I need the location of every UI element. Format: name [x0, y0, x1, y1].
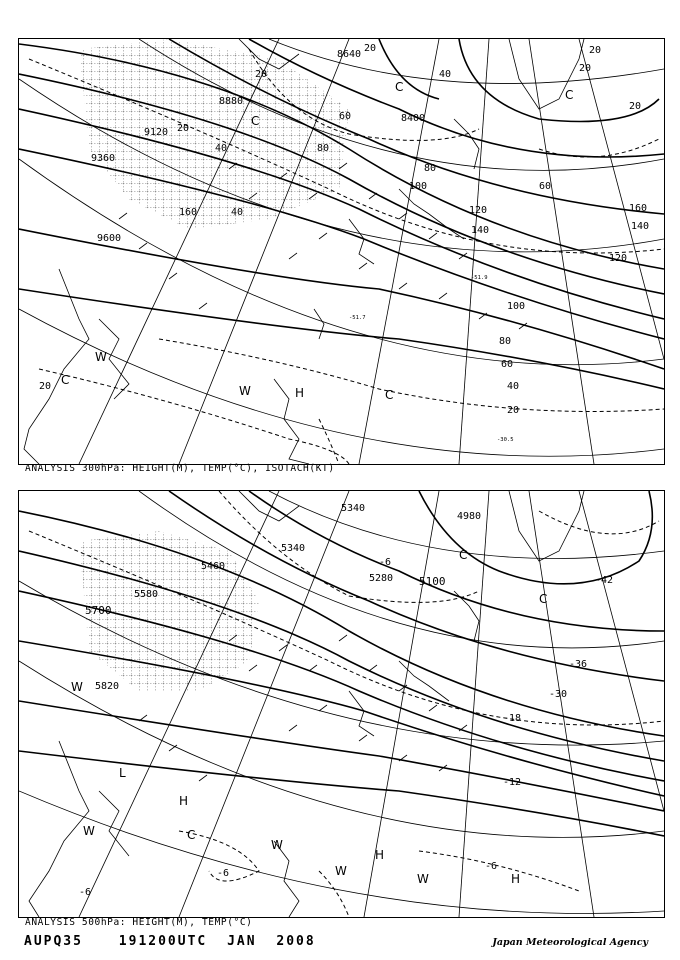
- isotach-label: 20: [589, 45, 602, 56]
- height-label: 5280: [369, 573, 394, 584]
- temp-label: -6: [485, 861, 498, 872]
- height-label: 8880: [219, 96, 244, 107]
- warm-center-mark: W: [417, 872, 429, 886]
- height-label: 8640: [337, 49, 362, 60]
- height-label: 5340: [341, 503, 366, 514]
- isotach-label: 20: [39, 381, 52, 392]
- temp-label: -12: [503, 777, 522, 788]
- high-center-mark: H: [375, 848, 385, 862]
- isotach-label: 40: [231, 207, 244, 218]
- cold-center-mark: C: [385, 388, 394, 402]
- high-center-mark: H: [511, 872, 521, 886]
- isotach-label: 60: [539, 181, 552, 192]
- agency-credit: Japan Meteorological Agency: [492, 937, 648, 948]
- warm-center-mark: W: [83, 824, 95, 838]
- temp-label: -51.7: [349, 315, 366, 321]
- isotach-label: 160: [629, 203, 648, 214]
- isotach-label: 20: [629, 101, 642, 112]
- cold-center-mark: C: [187, 828, 196, 842]
- warm-center-mark: W: [95, 350, 107, 364]
- valid-month: JAN: [227, 934, 257, 949]
- height-label: 5580: [134, 589, 159, 600]
- high-center-mark: H: [179, 794, 189, 808]
- isotach-label: 20: [579, 63, 592, 74]
- temp-label: -18: [503, 713, 522, 724]
- height-label: 5100: [419, 575, 446, 588]
- warm-center-mark: W: [71, 680, 83, 694]
- isotach-label: 100: [409, 181, 428, 192]
- temp-label: -6: [79, 887, 92, 898]
- caption-300hpa: ANALYSIS 300hPa: HEIGHT(M), TEMP(°C), ISOTACH(KT): [25, 463, 335, 474]
- isotach-label: 20: [507, 405, 520, 416]
- bulletin-code: AUPQ35: [24, 934, 83, 949]
- isotach-label: 20: [177, 123, 190, 134]
- cold-center-mark: C: [539, 592, 548, 606]
- height-label: 9120: [144, 127, 169, 138]
- height-label: 5820: [95, 681, 120, 692]
- high-center-mark: H: [295, 386, 305, 400]
- isotach-label: 60: [339, 111, 352, 122]
- chart-300hpa: [18, 38, 665, 465]
- height-label: 5340: [281, 543, 306, 554]
- isotach-label: 120: [469, 205, 488, 216]
- isotach-label: 140: [471, 225, 490, 236]
- chart-500hpa: [18, 490, 665, 918]
- valid-time: 191200UTC: [118, 934, 208, 949]
- cold-center-mark: C: [251, 114, 260, 128]
- valid-year: 2008: [276, 934, 316, 949]
- temp-label: -42: [595, 575, 614, 586]
- isotach-label: 40: [215, 143, 228, 154]
- temp-label: -6: [217, 868, 230, 879]
- isotach-label: 120: [609, 253, 628, 264]
- height-label: 4980: [457, 511, 482, 522]
- isotach-label: 80: [499, 336, 512, 347]
- map-500hpa: [19, 491, 664, 917]
- low-center-mark: L: [119, 766, 126, 780]
- isotach-label: 80: [317, 143, 330, 154]
- isotach-label: 20: [364, 43, 377, 54]
- cold-center-mark: C: [565, 88, 574, 102]
- isotach-label: 80: [424, 163, 437, 174]
- bulletin-header: [24, 934, 316, 949]
- cold-center-mark: C: [395, 80, 404, 94]
- isotach-label: 160: [179, 207, 198, 218]
- warm-center-mark: W: [335, 864, 347, 878]
- height-label: 5460: [201, 561, 226, 572]
- isotach-label: 60: [501, 359, 514, 370]
- warm-center-mark: W: [271, 838, 283, 852]
- map-300hpa: [19, 39, 664, 464]
- caption-500hpa: ANALYSIS 500hPa: HEIGHT(M), TEMP(°C): [25, 917, 253, 928]
- temp-label: -30: [549, 689, 568, 700]
- temp-label: -30.5: [497, 437, 514, 443]
- isotach-label: 100: [507, 301, 526, 312]
- height-label: 5700: [85, 604, 112, 617]
- isotach-label: 40: [439, 69, 452, 80]
- isotach-label: 40: [507, 381, 520, 392]
- temp-label: -6: [379, 557, 392, 568]
- isotach-label: 20: [255, 69, 268, 80]
- height-label: 9360: [91, 153, 116, 164]
- height-label: 8400: [401, 113, 426, 124]
- temp-label: -36: [569, 659, 588, 670]
- height-label: 9600: [97, 233, 122, 244]
- isotach-label: 140: [631, 221, 650, 232]
- cold-center-mark: C: [61, 373, 70, 387]
- warm-center-mark: W: [239, 384, 251, 398]
- cold-center-mark: C: [459, 548, 468, 562]
- temp-label: -51.9: [471, 275, 488, 281]
